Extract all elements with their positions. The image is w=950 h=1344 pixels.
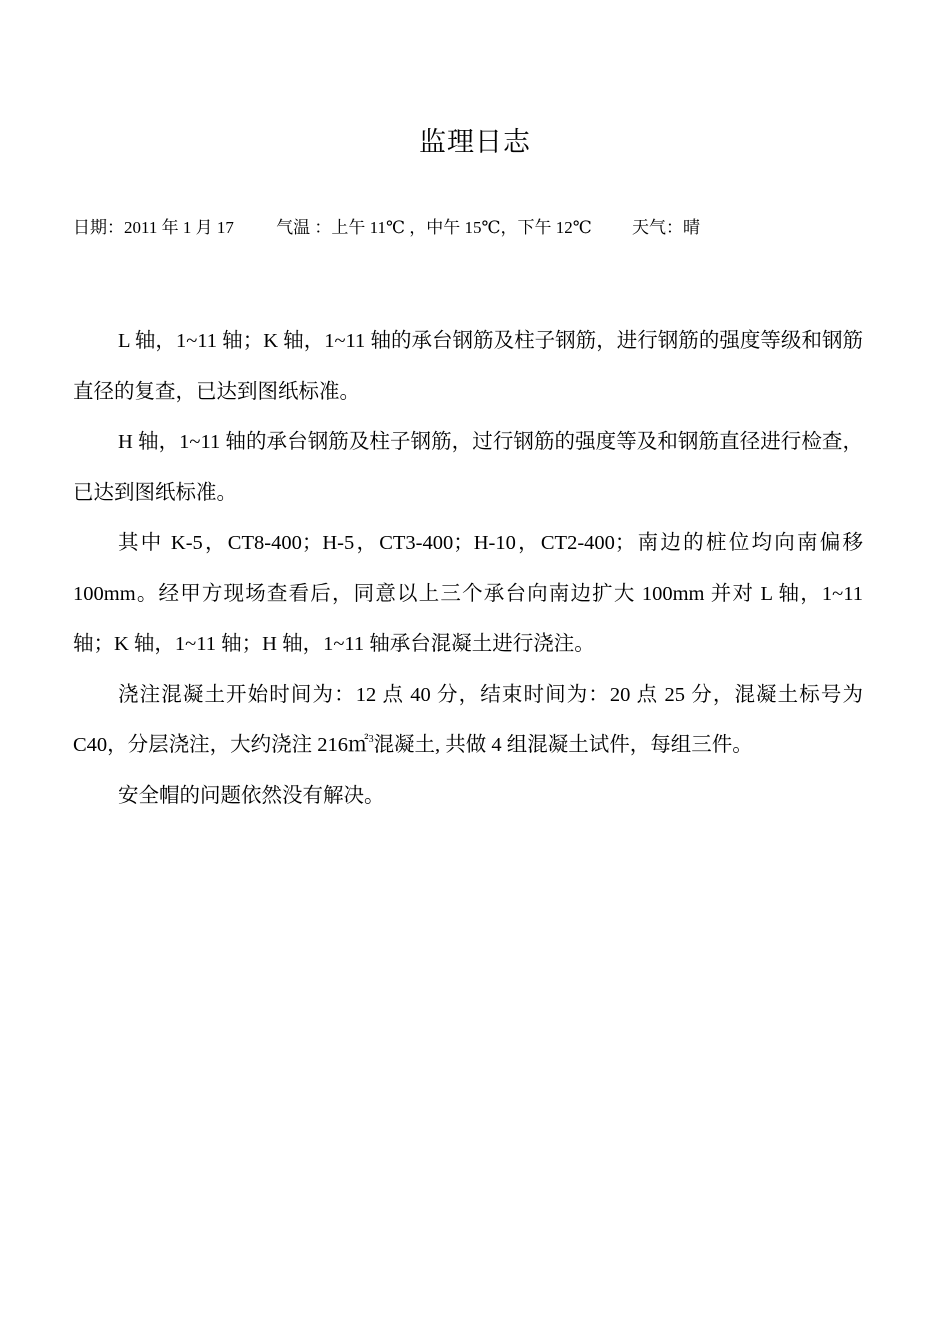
paragraph-safety-helmet: 安全帽的问题依然没有解决。 [118, 784, 385, 807]
log-body [73, 316, 863, 821]
volume-unit-superscript: 3 [368, 734, 374, 745]
log-weather: 天气：晴 [632, 218, 701, 237]
document-title: 监理日志 [419, 127, 531, 157]
paragraph-rebar-check-l-k: L 轴，1~11 轴；K 轴，1~11 轴的承台钢筋及柱子钢筋，进行钢筋的强度等级和钢筋直径的复查，已达到图纸标准。 [73, 330, 863, 403]
paragraph-concrete-pouring [73, 670, 863, 771]
paragraph-pile-offset: 其中 K-5，CT8-400；H-5，CT3-400；H-10，CT2-400；南边的桩位均向南偏移 100mm。经甲方现场查看后，同意以上三个承台向南边扩大 100mm 并对 L 轴，1~11 轴；K 轴，1~11 轴；H 轴，1~11 轴承台混凝土进行浇注。 [73, 532, 863, 655]
pouring-text-before: 浇注混凝土开始时间为：12 点 40 分，结束时间为：20 点 25 分，混凝土标号为 C40，分层浇注，大约浇注 216㎡ [73, 683, 863, 756]
log-temperature: 气温 ：上午 11℃ ，中午 15℃，下午 12℃ [276, 218, 592, 237]
pouring-text-after: 混凝土, 共做 4 组混凝土试件，每组三件。 [373, 734, 753, 756]
paragraph-rebar-check-h: H 轴，1~11 轴的承台钢筋及柱子钢筋，过行钢筋的强度等及和钢筋直径进行检查，已达到图纸标准。 [73, 431, 863, 504]
log-date: 日期：2011 年 1 月 17 [73, 218, 234, 237]
log-meta-line [73, 215, 700, 241]
